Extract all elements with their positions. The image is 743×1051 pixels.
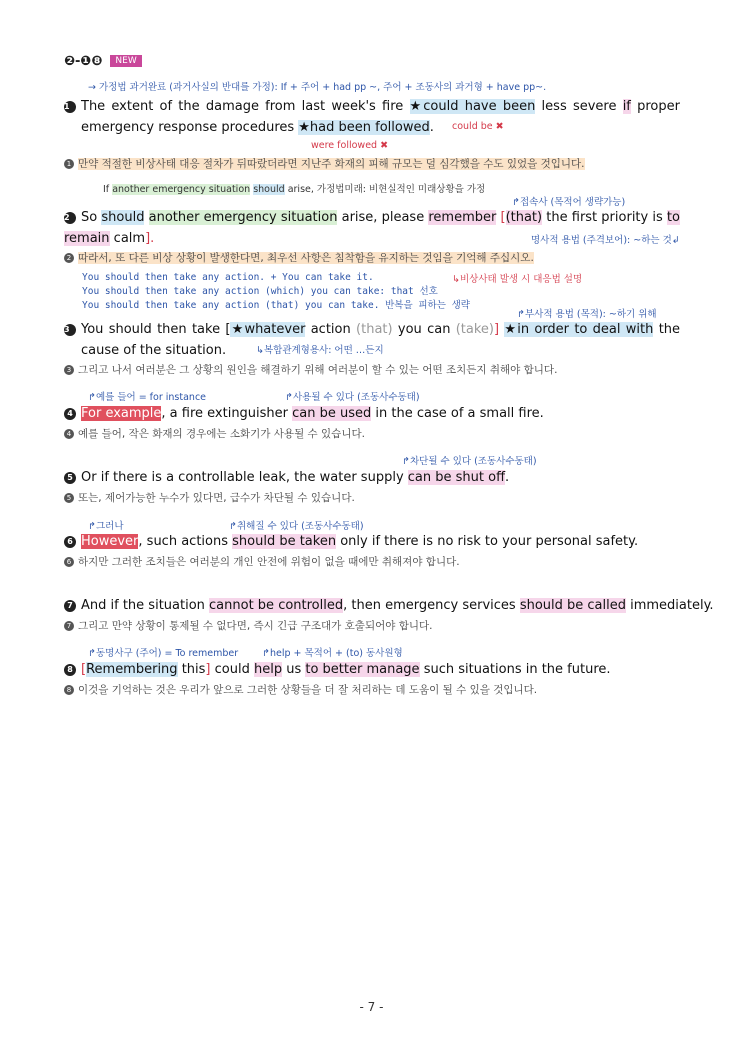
sentence-number: 4 (64, 408, 76, 420)
korean-translation-3 (64, 362, 557, 377)
note-help: ↱help + 목적어 + (to) 동사원형 (262, 648, 403, 659)
note-were-followed: were followed ✖ (311, 140, 389, 151)
korean-translation-8 (64, 682, 537, 697)
text-span: , such actions (138, 534, 233, 549)
sentence-5 (64, 467, 509, 488)
text-span: immediately. (625, 598, 714, 613)
note-can-be-shut-off: ↱차단될 수 있다 (조동사수동태) (402, 456, 537, 467)
text-span: . (505, 470, 510, 485)
highlight-cannot-be-controlled: cannot be controlled (209, 598, 344, 613)
text-span: So (81, 210, 102, 225)
note-noun-usage: 명사적 용법 (주격보어): ~하는 것↲ (531, 235, 680, 246)
korean-number: 2 (64, 253, 74, 263)
highlight-remain: remain (64, 231, 110, 246)
korean-number: 8 (64, 685, 74, 695)
korean-number: 1 (64, 159, 74, 169)
sentence-number: 2 (64, 212, 76, 224)
section-number: ❷-❶❽ (64, 54, 103, 69)
example-2: You should then take any action (which) you can take: that 선호 (82, 286, 438, 297)
sentence-number: 6 (64, 536, 76, 548)
text-span: . (429, 120, 434, 135)
grammar-note: → 가정법 과거완료 (과거사실의 반대를 가정): If + 주어 + had pp ~, 주어 + 조동사의 과거형 + have pp~. (88, 82, 547, 93)
text-span: And if the situation (81, 598, 210, 613)
highlight-in-order-to: ★in order to deal with (504, 322, 654, 337)
text-span (144, 210, 148, 225)
highlight-help: help (253, 662, 283, 677)
highlight-to: to (666, 210, 680, 225)
text-span: such situations in the future. (419, 662, 611, 677)
korean-text: 예를 들어, 작은 화재의 경우에는 소화기가 사용될 수 있습니다. (78, 428, 365, 440)
text-span: emergency response procedures (81, 120, 299, 135)
highlight-should-be-called: should be called (519, 598, 626, 613)
sentence-number: 1 (64, 101, 76, 113)
highlight-to-better-manage: to better manage (305, 662, 420, 677)
bracket: ]. (145, 231, 155, 246)
highlight-could-have-been: ★could have been (409, 99, 536, 114)
text-span: You should then take [ (81, 322, 231, 337)
text-span: calm (109, 231, 146, 246)
korean-number: 5 (64, 493, 74, 503)
korean-number: 7 (64, 621, 74, 631)
korean-translation-4 (64, 426, 365, 441)
text-span: proper (630, 99, 680, 114)
note-emergency: ↳비상사태 발생 시 대응법 설명 (452, 274, 583, 285)
text-span: only if there is no risk to your personal safety. (336, 534, 639, 549)
text-span: the first priority is (542, 210, 667, 225)
text-span: cause of the situation. (81, 343, 227, 358)
note-gerund: ↱동명사구 (주어) = To remember (88, 648, 239, 659)
text-span: you can (392, 322, 456, 337)
note-however: ↱그러나 (88, 521, 124, 532)
page-number: - 7 - (359, 1000, 384, 1014)
example-3: You should then take any action (that) you can take. 반복을 피하는 생략 (82, 300, 470, 311)
text-span: , a fire extinguisher (161, 406, 293, 421)
note-could-be: could be ✖ (452, 121, 504, 132)
highlight-should: should (101, 210, 145, 225)
highlight-should-be-taken: should be taken (232, 534, 337, 549)
note-relative: ↳복합관계형용사: 어떤 …든지 (256, 345, 384, 356)
korean-text: 또는, 제어가능한 누수가 있다면, 급수가 차단될 수 있습니다. (78, 492, 355, 504)
sentence-6 (64, 531, 638, 552)
sentence-7 (64, 595, 714, 616)
sentence-1 (64, 96, 680, 138)
korean-text: 이것을 기억하는 것은 우리가 앞으로 그러한 상황들을 더 잘 처리하는 데 도움이 될 수 있을 것입니다. (78, 684, 538, 696)
note-should-be-taken: ↱취해질 수 있다 (조동사수동태) (229, 521, 364, 532)
bracket: ] (205, 662, 211, 677)
text-span: , then emergency services (343, 598, 520, 613)
text-span: us (282, 662, 306, 677)
highlight-can-be-used: can be used (292, 406, 372, 421)
section-header (64, 54, 142, 69)
korean-translation-6 (64, 554, 460, 569)
text-span: in the case of a small fire. (371, 406, 544, 421)
example-1: You should then take any action. + You can take it. (82, 272, 374, 283)
highlight-for-example: For example (81, 406, 162, 421)
text-span: less severe (535, 99, 623, 114)
sentence-number: 8 (64, 664, 76, 676)
note-adverbial: ↱부사적 용법 (목적): ~하기 위해 (517, 309, 657, 320)
text-span: the (653, 322, 681, 337)
sentence-number: 3 (64, 324, 76, 336)
bracket: [ (496, 210, 506, 225)
korean-number: 3 (64, 365, 74, 375)
highlight-however: However (81, 534, 139, 549)
text-span: could (210, 662, 254, 677)
sentence-number: 5 (64, 472, 76, 484)
highlight-can-be-shut-off: can be shut off (407, 470, 506, 485)
korean-text: 따라서, 또 다른 비상 상황이 발생한다면, 최우선 사항은 침착함을 유지하는 것임을 기억해 주십시오. (78, 252, 534, 264)
note-can-be-used: ↱사용될 수 있다 (조동사수동태) (285, 392, 420, 403)
korean-text: 하지만 그러한 조치들은 여러분의 개인 안전에 위험이 없을 때에만 취해져야 합니다. (78, 556, 460, 568)
text-span: Or if there is a controllable leak, the water supply (81, 470, 408, 485)
new-badge: NEW (110, 55, 141, 67)
korean-text: 만약 적절한 비상사태 대응 절차가 뒤따랐더라면 지난주 화재의 피해 규모는 덜 심각했을 수도 있었을 것입니다. (78, 158, 585, 170)
text-span: arise, please (337, 210, 429, 225)
highlight-had-been-followed: ★had been followed (298, 120, 430, 135)
text-span: arise, 가정법미래: 비현실적인 미래상황을 가정 (287, 184, 486, 195)
korean-text: 그리고 만약 상황이 통제될 수 없다면, 즉시 긴급 구조대가 호출되어야 합니다. (78, 620, 433, 632)
text-span: If (103, 184, 110, 195)
bracket: [ (81, 662, 87, 677)
highlight-that: (that) (505, 210, 543, 225)
note-conjunction: ↱접속사 (목적어 생략가능) (512, 197, 626, 208)
text-span: this (177, 662, 206, 677)
korean-translation-5 (64, 490, 355, 505)
highlight-situation: another emergency situation (148, 210, 338, 225)
highlight-remember: remember (428, 210, 497, 225)
highlight-whatever: ★whatever (230, 322, 306, 337)
korean-text: 그리고 나서 여러분은 그 상황의 원인을 해결하기 위해 여러분이 할 수 있는 어떤 조치든지 취해야 합니다. (78, 364, 558, 376)
sentence-number: 7 (64, 600, 76, 612)
sentence-4 (64, 403, 544, 424)
highlight-if: if (622, 99, 631, 114)
bracket: ] (494, 322, 505, 337)
korean-translation-7 (64, 618, 432, 633)
text-span: The extent of the damage from last week's fire (81, 99, 410, 114)
korean-translation-1 (64, 156, 585, 171)
text-span: action (305, 322, 357, 337)
text-span: another emergency situation (112, 184, 251, 195)
omitted-take: (take) (455, 322, 495, 337)
text-span: should (253, 184, 285, 195)
note-if-should (103, 181, 485, 195)
highlight-remembering: Remembering (86, 662, 178, 677)
korean-translation-2 (64, 250, 534, 265)
sentence-8 (64, 659, 611, 680)
korean-number: 4 (64, 429, 74, 439)
korean-number: 6 (64, 557, 74, 567)
note-for-example: ↱예를 들어 = for instance (88, 392, 207, 403)
omitted-that: (that) (356, 322, 393, 337)
